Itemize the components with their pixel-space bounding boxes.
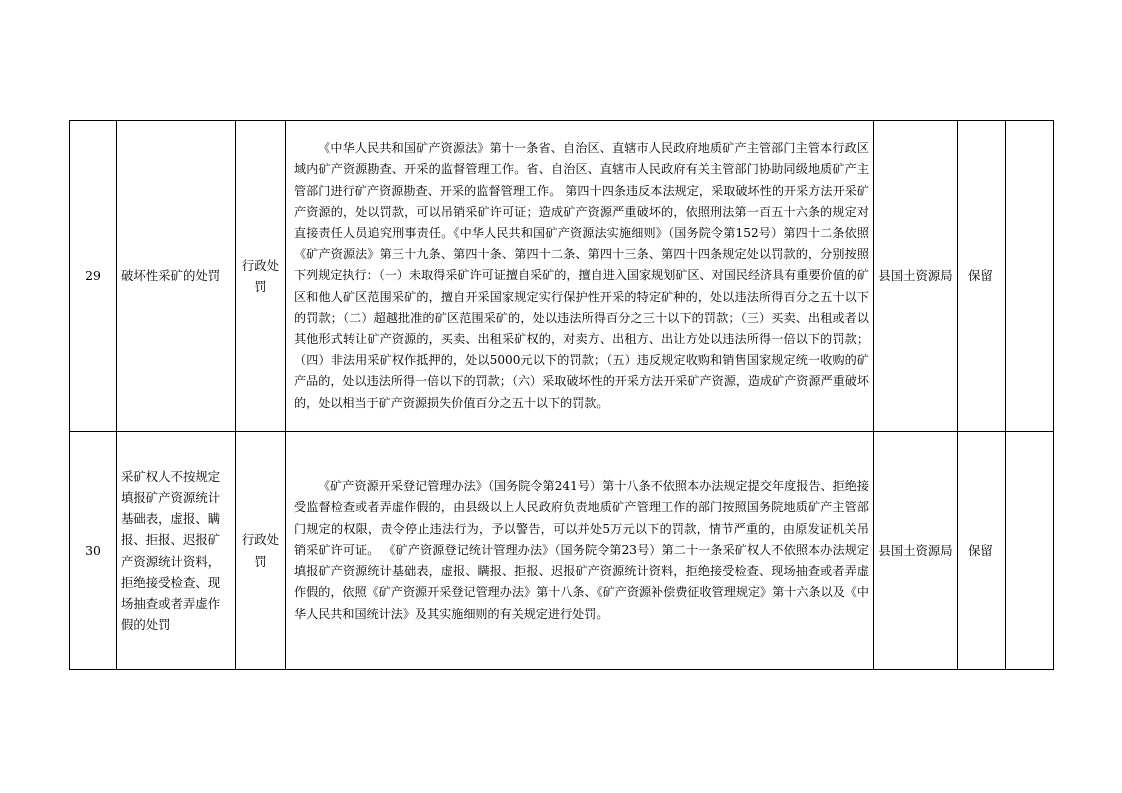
item-name: 采矿权人不按规定填报矿产资源统计基础表，虚报、瞒报、拒报、迟报矿产资源统计资料，拒绝接受检查、现场抽查或者弄虚作假的处罚: [117, 432, 236, 670]
legal-basis-text: 《中华人民共和国矿产资源法》第十一条省、自治区、直辖市人民政府地质矿产主管部门主管本行政区域内矿产资源勘查、开采的监督管理工作。省、自治区、直辖市人民政府有关主管部门协助同级地质矿产主管部门进行矿产资源勘查、开采的监督管理工作。 第四十四条违反本法规定，采取破坏性的开采方法开采矿产资源的，处以罚款，可以吊销采矿许可证；造成矿产资源严重破坏的，依照刑法第一百五十六条的规定对直接责任人员追究刑事责任。《中华人民共和国矿产资源法实施细则》（国务院令第152号）第四十二条依照《矿产资源法》第三十九条、第四十条、第四十二条、第四十三条、第四十四条规定处以罚款的，分别按照下列规定执行：（一）未取得采矿许可证擅自采矿的，擅自进入国家规划矿区、对国民经济具有重要价值的矿区和他人矿区范围采矿的，擅自开采国家规定实行保护性开采的特定矿种的，处以违法所得百分之五十以下的罚款；（二）超越批准的矿区范围采矿的，处以违法所得百分之三十以下的罚款；（三）买卖、出租或者以其他形式转让矿产资源的，买卖、出租采矿权的，对卖方、出租方、出让方处以违法所得一倍以下的罚款；（四）非法用采矿权作抵押的，处以5000元以下的罚款；（五）违反规定收购和销售国家规定统一收购的矿产品的，处以违法所得一倍以下的罚款；（六）采取破坏性的开采方法开采矿产资源，造成矿产资源严重破坏的，处以相当于矿产资源损失价值百分之五十以下的罚款。: [294, 141, 869, 410]
responsible-department: 县国土资源局: [874, 121, 958, 432]
row-number: 29: [70, 121, 117, 432]
item-type: 行政处罚: [236, 432, 286, 670]
table-row: [70, 121, 1054, 432]
status-cell: 保留: [958, 432, 1006, 670]
remark-cell: [1006, 121, 1054, 432]
item-type: 行政处罚: [236, 121, 286, 432]
item-name: 破坏性采矿的处罚: [117, 121, 236, 432]
row-number: 30: [70, 432, 117, 670]
remark-cell: [1006, 432, 1054, 670]
responsible-department: 县国土资源局: [874, 432, 958, 670]
legal-basis: [286, 432, 874, 670]
table-row: [70, 432, 1054, 670]
power-list-table: [69, 120, 1054, 670]
status-cell: 保留: [958, 121, 1006, 432]
legal-basis: [286, 121, 874, 432]
legal-basis-text: 《矿产资源开采登记管理办法》（国务院令第241号）第十八条不依照本办法规定提交年度报告、拒绝接受监督检查或者弄虚作假的，由县级以上人民政府负责地质矿产管理工作的部门按照国务院地质矿产主管部门规定的权限，责令停止违法行为，予以警告，可以并处5万元以下的罚款，情节严重的，由原发证机关吊销采矿许可证。 《矿产资源登记统计管理办法》（国务院令第23号）第二十一条采矿权人不依照本办法规定填报矿产资源统计基础表，虚报、瞒报、拒报、迟报矿产资源统计资料，拒绝接受检查、现场抽查或者弄虚作假的，依照《矿产资源开采登记管理办法》第十八条、《矿产资源补偿费征收管理规定》第十六条以及《中华人民共和国统计法》及其实施细则的有关规定进行处罚。: [294, 479, 869, 621]
